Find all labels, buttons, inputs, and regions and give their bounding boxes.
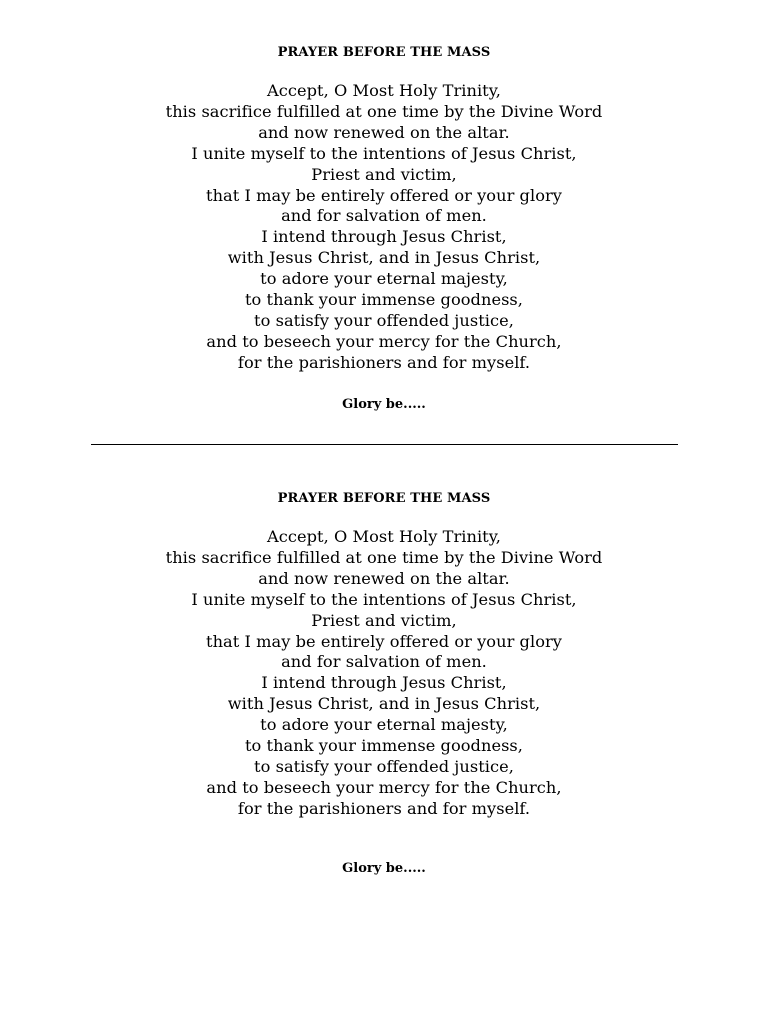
prayer-closing: Glory be..... [342, 861, 426, 876]
verse-line: this sacrifice fulfilled at one time by the Divine Word [165, 547, 603, 567]
verse-line: Priest and victim, [311, 610, 457, 630]
verse-line: for the parishioners and for myself. [237, 798, 531, 818]
verse-line: I intend through Jesus Christ, [261, 227, 507, 247]
verse-line: and now renewed on the altar. [258, 122, 510, 142]
verse-line: to satisfy your offended justice, [254, 310, 514, 330]
verse-line: to satisfy your offended justice, [254, 756, 514, 776]
verse-line: that I may be entirely offered or your glory [206, 185, 562, 205]
verse-line: for the parishioners and for myself. [237, 352, 531, 372]
verse-line: and to beseech your mercy for the Church, [206, 777, 562, 797]
verse-line: this sacrifice fulfilled at one time by the Divine Word [165, 101, 603, 121]
verse-line: and now renewed on the altar. [258, 568, 510, 588]
verse-line: and for salvation of men. [281, 206, 487, 226]
verse-line: with Jesus Christ, and in Jesus Christ, [227, 248, 541, 268]
verse-line: to adore your eternal majesty, [260, 715, 508, 735]
verse-line: Priest and victim, [311, 164, 457, 184]
verse-line: to thank your immense goodness, [244, 290, 523, 310]
verse-line: I unite myself to the intentions of Jesus Christ, [191, 143, 577, 163]
cut-line-divider [91, 444, 678, 445]
verse-line: to thank your immense goodness, [244, 736, 523, 756]
prayer-verse [0, 527, 768, 820]
verse-line: Accept, O Most Holy Trinity, [267, 81, 501, 100]
prayer-title: PRAYER BEFORE THE MASS [277, 491, 491, 506]
verse-line: that I may be entirely offered or your glory [206, 631, 562, 651]
verse-line: and to beseech your mercy for the Church, [206, 331, 562, 351]
verse-line: with Jesus Christ, and in Jesus Christ, [227, 694, 541, 714]
prayer-closing: Glory be..... [342, 397, 426, 412]
verse-line: Accept, O Most Holy Trinity, [267, 527, 501, 546]
verse-line: I intend through Jesus Christ, [261, 673, 507, 693]
prayer-title: PRAYER BEFORE THE MASS [277, 45, 491, 60]
verse-line: to adore your eternal majesty, [260, 269, 508, 289]
verse-line: I unite myself to the intentions of Jesus Christ, [191, 589, 577, 609]
prayer-verse [0, 81, 768, 374]
verse-line: and for salvation of men. [281, 652, 487, 672]
